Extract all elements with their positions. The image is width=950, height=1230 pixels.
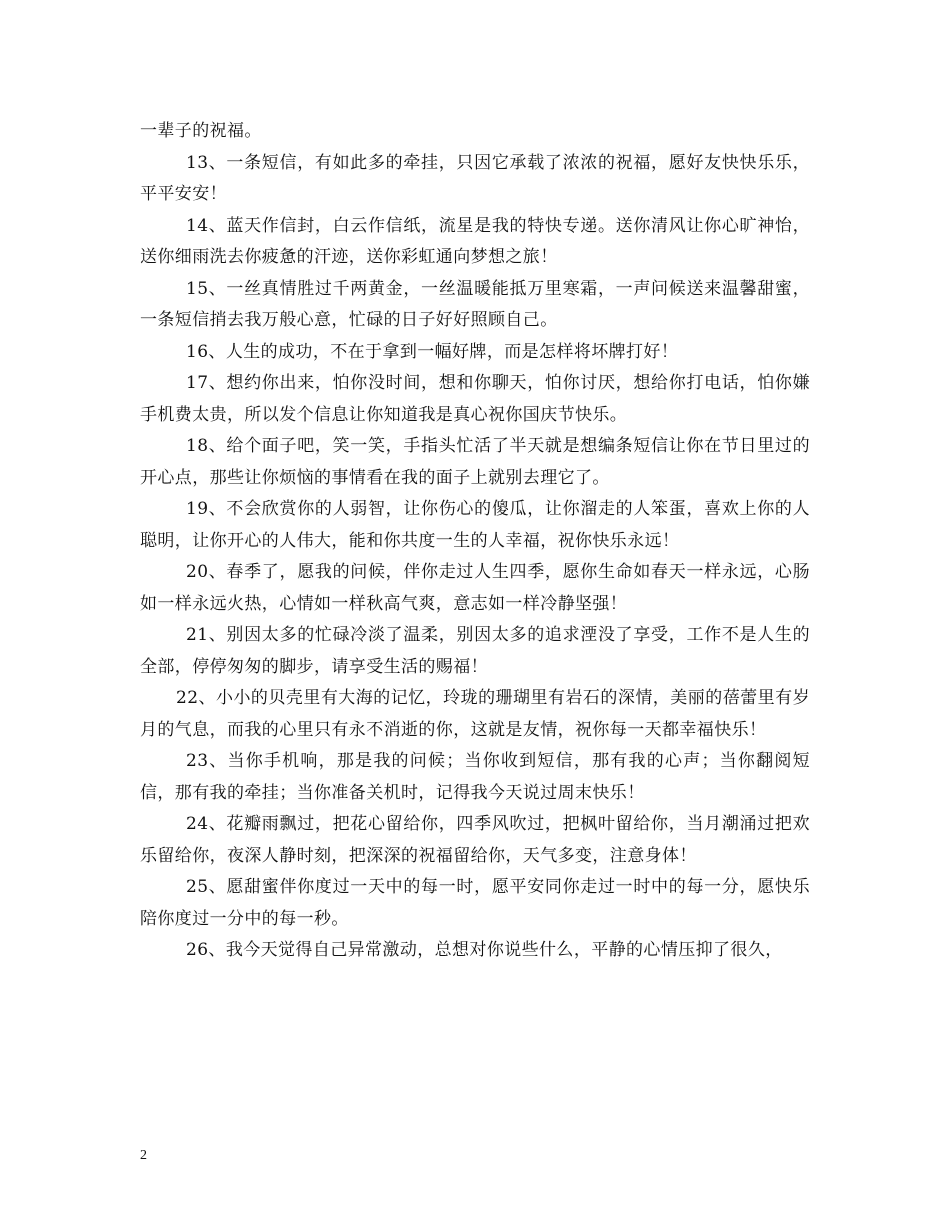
paragraph-21: 21、别因太多的忙碌冷淡了温柔，别因太多的追求湮没了享受，工作不是人生的全部，停停匆匆的脚步，请享受生活的赐福！ bbox=[140, 625, 810, 677]
page-number: 2 bbox=[140, 1148, 147, 1163]
paragraph-22: 22、小小的贝壳里有大海的记忆，玲珑的珊瑚里有岩石的深情，美丽的蓓蕾里有岁月的气息，而我的心里只有永不消逝的你，这就是友情，祝你每一天都幸福快乐！ bbox=[140, 688, 810, 740]
paragraph-continuation: 一辈子的祝福。 bbox=[140, 121, 262, 141]
paragraph-26: 26、我今天觉得自己异常激动，总想对你说些什么，平静的心情压抑了很久， bbox=[186, 940, 783, 960]
paragraph-19: 19、不会欣赏你的人弱智，让你伤心的傻瓜，让你溜走的人笨蛋，喜欢上你的人聪明，让你开心的人伟大，能和你共度一生的人幸福，祝你快乐永远！ bbox=[140, 499, 810, 551]
paragraph-17: 17、想约你出来，怕你没时间，想和你聊天，怕你讨厌，想给你打电话，怕你嫌手机费太贵，所以发个信息让你知道我是真心祝你国庆节快乐。 bbox=[140, 373, 810, 425]
paragraph-14: 14、蓝天作信封，白云作信纸，流星是我的特快专递。送你清风让你心旷神怡，送你细雨洗去你疲惫的汗迹，送你彩虹通向梦想之旅！ bbox=[140, 215, 810, 267]
paragraph-24: 24、花瓣雨飘过，把花心留给你，四季风吹过，把枫叶留给你，当月潮涌过把欢乐留给你，夜深人静时刻，把深深的祝福留给你，天气多变，注意身体！ bbox=[140, 814, 810, 866]
paragraph-13: 13、一条短信，有如此多的牵挂，只因它承载了浓浓的祝福，愿好友快快乐乐，平平安安！ bbox=[140, 152, 810, 204]
paragraph-23: 23、当你手机响，那是我的问候；当你收到短信，那有我的心声；当你翻阅短信，那有我的牵挂；当你准备关机时，记得我今天说过周末快乐！ bbox=[140, 751, 810, 803]
paragraph-18: 18、给个面子吧，笑一笑，手指头忙活了半天就是想编条短信让你在节日里过的开心点，那些让你烦恼的事情看在我的面子上就别去理它了。 bbox=[140, 436, 810, 488]
document-body bbox=[140, 116, 810, 967]
paragraph-20: 20、春季了，愿我的问候，伴你走过人生四季，愿你生命如春天一样永远，心肠如一样永远火热，心情如一样秋高气爽，意志如一样冷静坚强！ bbox=[140, 562, 810, 614]
paragraph-25: 25、愿甜蜜伴你度过一天中的每一时，愿平安同你走过一时中的每一分，愿快乐陪你度过一分中的每一秒。 bbox=[140, 877, 810, 929]
paragraph-16: 16、人生的成功，不在于拿到一幅好牌，而是怎样将坏牌打好！ bbox=[186, 341, 679, 362]
paragraph-15: 15、一丝真情胜过千两黄金，一丝温暖能抵万里寒霜，一声问候送来温馨甜蜜，一条短信捎去我万般心意，忙碌的日子好好照顾自己。 bbox=[140, 278, 810, 330]
